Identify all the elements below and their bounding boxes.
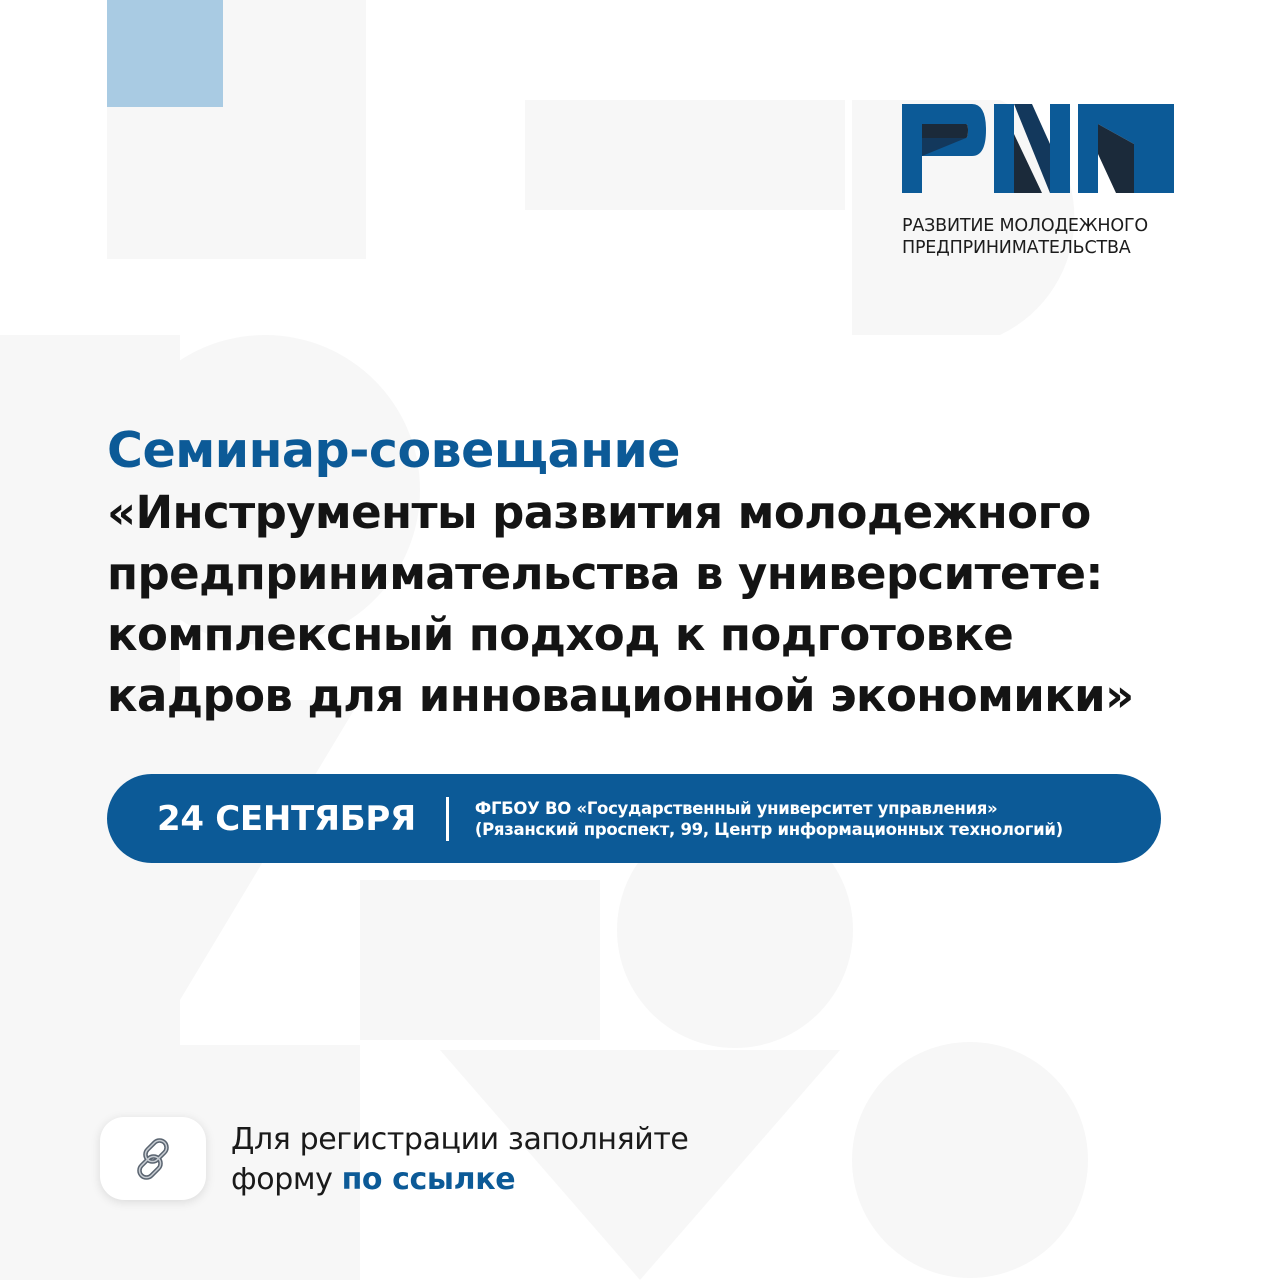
event-type: Семинар-совещание [107, 422, 681, 479]
event-heading [107, 420, 1207, 726]
event-venue-line2: (Рязанский проспект, 99, Центр информационных технологий) [474, 819, 1063, 839]
event-title-line: «Инструменты развития молодежного [107, 486, 1091, 539]
event-title-line: предпринимательства в университете: [107, 547, 1103, 600]
event-title-line: кадров для инновационной экономики» [107, 669, 1134, 722]
registration-link-button[interactable] [100, 1117, 206, 1200]
registration-text-line2 [231, 1160, 688, 1200]
event-date: 24 СЕНТЯБРЯ [157, 798, 416, 839]
registration-link[interactable]: по ссылке [341, 1162, 516, 1197]
event-title-line: комплексный подход к подготовке [107, 608, 1014, 661]
logo-caption-line2: ПРЕДПРИНИМАТЕЛЬСТВА [902, 238, 1131, 258]
event-venue [475, 798, 1063, 840]
registration-text [231, 1120, 688, 1200]
logo-caption-line1: РАЗВИТИЕ МОЛОДЕЖНОГО [902, 216, 1149, 236]
registration-text-line1: Для регистрации заполняйте [231, 1122, 689, 1157]
registration-text-prefix: форму [231, 1162, 342, 1197]
event-venue-line1: ФГБОУ ВО «Государственный университет управления» [474, 798, 998, 818]
event-info-banner [107, 774, 1161, 863]
logo [902, 104, 1174, 259]
divider [446, 797, 449, 841]
logo-mark [902, 104, 1174, 193]
link-icon [130, 1136, 176, 1182]
accent-square [107, 0, 223, 107]
logo-caption [902, 215, 1174, 259]
